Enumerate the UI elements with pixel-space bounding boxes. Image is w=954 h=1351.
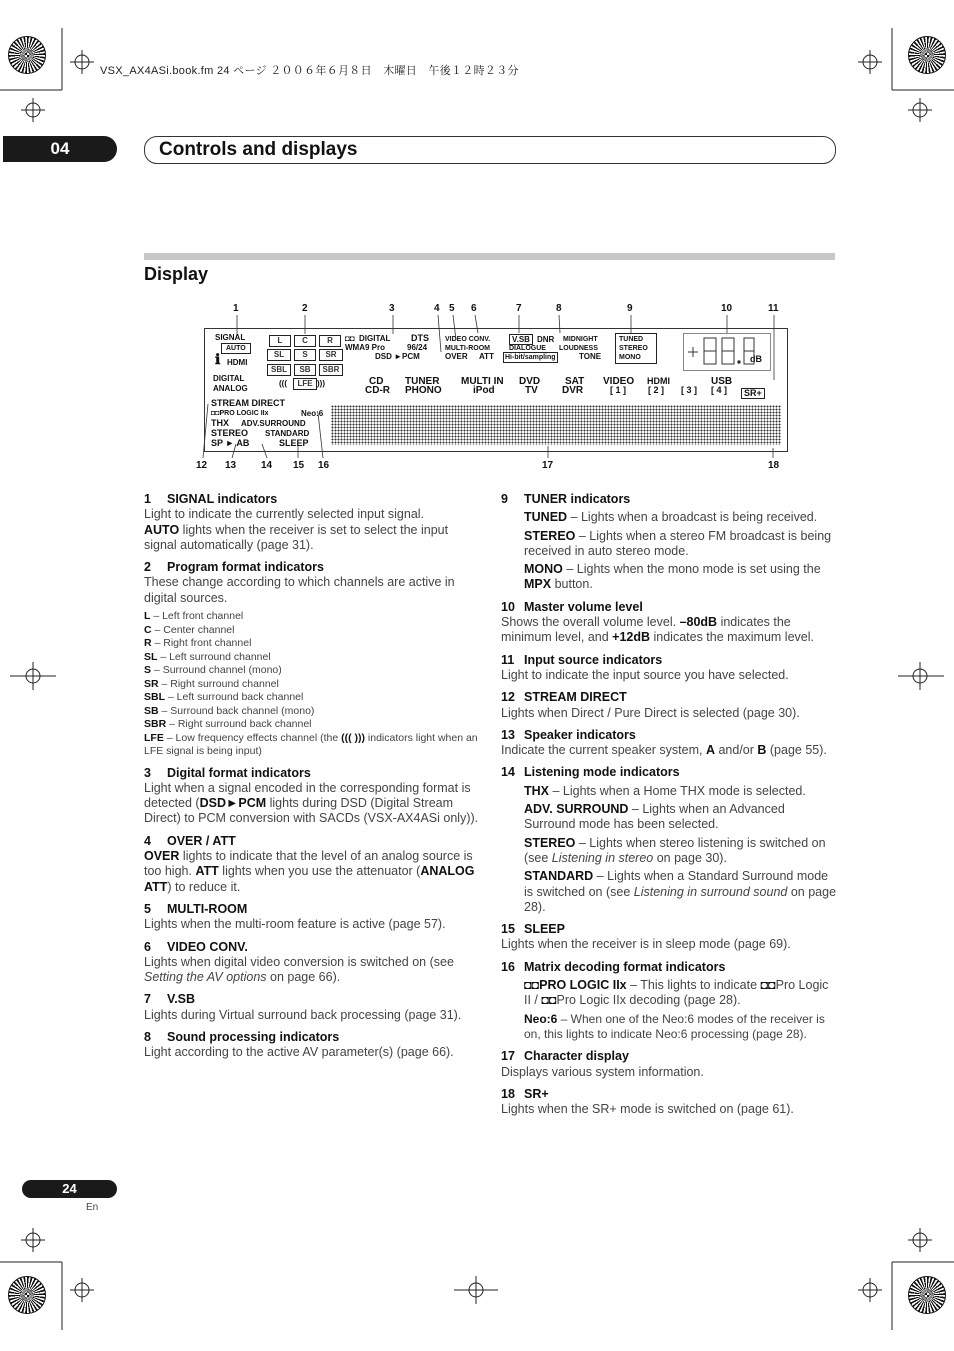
callout-7: 7: [516, 303, 522, 314]
callout-2: 2: [302, 303, 308, 314]
lcd-vsb: V.SB: [509, 334, 533, 345]
src-hdmi-3: [ 3 ]: [681, 385, 698, 395]
lcd-pro-logic: ◘◘PRO LOGIC IIx: [211, 410, 269, 417]
chapter-title: Controls and displays: [159, 139, 358, 160]
dolby-dd-icon: ◘◘: [345, 334, 355, 343]
lcd-channel-sl: SL: [267, 349, 291, 361]
callout-3: 3: [389, 303, 395, 314]
callout-8: 8: [556, 303, 562, 314]
item-heading: 5 MULTI-ROOM: [144, 901, 248, 916]
callout-9: 9: [627, 303, 633, 314]
list-item: C – Center channel: [144, 623, 235, 636]
lcd-stereo-mode: STEREO: [211, 428, 249, 438]
lcd-att: ATT: [479, 352, 494, 361]
callout-11: 11: [768, 303, 779, 314]
item-heading: 15 SLEEP: [501, 922, 565, 937]
dolby-dd-icon: ◘◘: [541, 993, 557, 1008]
lcd-standard: STANDARD: [265, 429, 310, 438]
item-16-neo6: Neo:6 – When one of the Neo:6 modes of the receiver is on, this lights to indicate Neo:6 processing (page 28).: [524, 1011, 825, 1041]
lcd-dialogue: DIALOGUE: [509, 345, 546, 352]
lcd-channel-lfe: LFE: [293, 378, 317, 390]
src-tv: TV: [525, 385, 538, 396]
character-dot-matrix: [331, 405, 781, 445]
section-title: Display: [144, 264, 209, 284]
src-video: VIDEO: [603, 376, 635, 387]
item-heading: 17 Character display: [501, 1049, 629, 1064]
lcd-over: OVER: [445, 352, 468, 361]
item-heading: 8 Sound processing indicators: [144, 1030, 340, 1045]
list-item: S – Surround channel (mono): [144, 664, 282, 677]
file-info: VSX_AX4ASi.book.fm 24 ページ ２００６年６月８日 木曜日 午後１２時２３分: [100, 65, 519, 77]
item-3-text: Light when a signal encoded in the corresponding format is detected (DSD►PCM lights during DSD (Digital Stream Direct) to PCM conversion with SACDs (VSX-AX4ASi only)).: [144, 780, 479, 826]
src-usb: USB: [711, 376, 733, 387]
callout-12: 12: [196, 460, 208, 471]
master-volume-display: [683, 333, 771, 371]
src-dvr: DVR: [562, 385, 584, 396]
page-number: 24: [22, 1180, 117, 1198]
lcd-digital: DIGITAL: [213, 374, 245, 383]
lcd-sp-ab: SP ► AB: [211, 438, 250, 448]
lcd-dts: DTS: [411, 333, 429, 343]
lcd-channel-sbr: SBR: [319, 364, 343, 376]
item-18-text: Lights when the SR+ mode is switched on (page 61).: [501, 1102, 794, 1117]
lfe-wave-right-icon: ))): [317, 379, 325, 388]
item-4-text: OVER lights to indicate that the level of an analog source is too high. ATT lights when you use the attenuator (ANALOG ATT) to reduce it.: [144, 849, 475, 894]
item-heading: 6 VIDEO CONV.: [144, 939, 248, 954]
item-5-text: Lights when the multi-room feature is active (page 57).: [144, 917, 446, 932]
lcd-tuner-stereo: STEREO: [619, 345, 648, 352]
lcd-channel-sr: SR: [319, 349, 343, 361]
callout-10: 10: [721, 303, 733, 314]
left-column: [144, 492, 484, 1061]
lcd-thx: THX: [211, 418, 229, 428]
callout-18: 18: [768, 460, 780, 471]
language-label: En: [86, 1202, 99, 1213]
item-14-thx: THX – Lights when a Home THX mode is selected.: [524, 783, 806, 798]
item-14-standard: STANDARD – Lights when a Standard Surround mode is switched on (see Listening in surround sound on page 28).: [524, 869, 837, 914]
lcd-channel-c: C: [294, 335, 316, 347]
src-cd-r: CD-R: [365, 385, 390, 396]
lcd-hdmi: HDMI: [227, 358, 248, 367]
lcd-hibit: Hi-bit/sampling: [505, 354, 556, 361]
item-14-adv: ADV. SURROUND – Lights when an Advanced Surround mode has been selected.: [524, 802, 785, 832]
item-17-text: Displays various system information.: [501, 1064, 704, 1079]
item-heading: 10 Master volume level: [501, 599, 643, 614]
list-item: SR – Right surround channel: [144, 677, 279, 690]
callout-5: 5: [449, 303, 455, 314]
item-9-stereo: STEREO – Lights when a stereo FM broadcast is being received in auto stereo mode.: [524, 528, 832, 558]
lcd-video-conv: VIDEO CONV.: [445, 336, 491, 343]
item-heading: 1 SIGNAL indicators: [144, 492, 278, 506]
list-item: SBL – Left surround back channel: [144, 691, 304, 704]
item-heading: 2 Program format indicators: [144, 560, 324, 575]
src-cd: CD: [369, 376, 384, 387]
item-16-prologic: ◘◘PRO LOGIC IIx – This lights to indicate ◘◘Pro Logic II / ◘◘Pro Logic IIx decoding (page 28).: [524, 978, 829, 1008]
lcd-tone: TONE: [579, 352, 602, 361]
lcd-adv-surround: ADV.SURROUND: [241, 419, 306, 428]
lfe-wave-left-icon: (((: [279, 379, 287, 388]
list-item: SB – Surround back channel (mono): [144, 704, 315, 717]
src-ipod: iPod: [473, 385, 495, 396]
lcd-db: dB: [750, 354, 762, 364]
lcd-tuner-box: [615, 333, 657, 364]
item-6-text: Lights when digital video conversion is switched on (see Setting the AV options on page 66).: [144, 954, 454, 985]
lcd-panel: [204, 328, 788, 452]
callout-6: 6: [471, 303, 477, 314]
list-item: SL – Left surround channel: [144, 650, 271, 663]
lcd-channel-r: R: [319, 335, 341, 347]
item-heading: 9 TUNER indicators: [501, 492, 631, 506]
src-hdmi: HDMI: [647, 376, 670, 386]
lcd-analog: ANALOG: [213, 384, 248, 393]
lcd-channel-sb: SB: [294, 364, 316, 376]
list-item: L – Left front channel: [144, 610, 244, 623]
dolby-dd-icon: ◘◘: [760, 978, 776, 993]
item-9-tuned: TUNED – Lights when a broadcast is being received.: [524, 510, 818, 525]
lcd-multiroom: MULTI-ROOM: [445, 345, 490, 352]
item-heading: 13 Speaker indicators: [501, 727, 636, 742]
lcd-midnight: MIDNIGHT: [563, 336, 598, 343]
lcd-dnr: DNR: [537, 335, 555, 344]
item-heading: 18 SR+: [501, 1086, 549, 1101]
list-item: LFE – Low frequency effects channel (the ((( ))) indicators light when an LFE signal is being input): [144, 731, 478, 758]
lcd-neo6: Neo:6: [301, 409, 324, 418]
item-15-text: Lights when the receiver is in sleep mode (page 69).: [501, 937, 791, 952]
item-8-text: Light according to the active AV parameter(s) (page 66).: [144, 1045, 454, 1060]
lcd-dts9624: 96/24: [407, 343, 428, 352]
item-heading: 11 Input source indicators: [501, 652, 663, 667]
item-heading: 12 STREAM DIRECT: [501, 690, 627, 705]
item-heading: 3 Digital format indicators: [144, 765, 311, 780]
lfe-wave-icon: ((( ))): [341, 731, 365, 744]
lcd-channel-s: S: [294, 349, 316, 361]
item-11-text: Light to indicate the input source you have selected.: [501, 667, 789, 682]
item-10-text: Shows the overall volume level. –80dB indicates the minimum level, and +12dB indicates the maximum level.: [501, 615, 814, 645]
lcd-dd-digital: DIGITAL: [359, 334, 391, 343]
item-7-text: Lights during Virtual surround back processing (page 31).: [144, 1007, 462, 1022]
seven-segment-digits: [684, 334, 770, 370]
callout-13: 13: [225, 460, 237, 471]
lcd-wma9pro: WMA9 Pro: [345, 343, 385, 352]
item-heading: 7 V.SB: [144, 992, 196, 1007]
callout-17: 17: [542, 460, 554, 471]
lcd-signal: SIGNAL: [215, 333, 246, 342]
callout-1: 1: [233, 303, 239, 314]
item-heading: 14 Listening mode indicators: [501, 765, 680, 780]
src-sat: SAT: [565, 376, 585, 387]
chapter-number-badge: 04: [3, 136, 117, 162]
src-phono: PHONO: [405, 385, 442, 396]
lcd-channel-sbl: SBL: [267, 364, 291, 376]
callout-4: 4: [434, 303, 440, 314]
lcd-stream-direct: STREAM DIRECT: [211, 398, 285, 408]
channel-list: [144, 610, 484, 759]
callout-16: 16: [318, 460, 330, 471]
lcd-mono: MONO: [619, 354, 641, 361]
dolby-pl-icon: ◘◘: [211, 410, 220, 417]
item-2-text: These change according to which channels are active in digital sources.: [144, 575, 455, 605]
item-14-stereo: STEREO – Lights when stereo listening is switched on (see Listening in stereo on page 30).: [524, 835, 826, 865]
list-item: R – Right front channel: [144, 637, 252, 650]
lcd-channel-l: L: [269, 335, 291, 347]
src-multi-in: MULTI IN: [461, 376, 504, 387]
lcd-loudness: LOUDNESS: [559, 345, 598, 352]
item-9-mono: MONO – Lights when the mono mode is set using the MPX button.: [524, 562, 821, 592]
src-tuner: TUNER: [405, 376, 440, 387]
callout-15: 15: [293, 460, 305, 471]
src-video-1: [ 1 ]: [610, 385, 627, 395]
dolby-dd-icon: ◘◘: [524, 978, 540, 993]
item-heading: 16 Matrix decoding format indicators: [501, 959, 726, 974]
lcd-sleep: SLEEP: [279, 438, 309, 448]
item-13-text: Indicate the current speaker system, A and/or B (page 55).: [501, 743, 827, 758]
src-hdmi-2: [ 2 ]: [648, 385, 665, 395]
info-icon: ℹ: [215, 351, 221, 367]
lcd-tuned: TUNED: [619, 336, 644, 343]
right-column: [501, 492, 837, 1117]
item-heading: 4 OVER / ATT: [144, 833, 236, 848]
lcd-dsd-pcm: DSD ►PCM: [375, 352, 420, 361]
callout-14: 14: [261, 460, 273, 471]
src-usb-4: [ 4 ]: [711, 385, 728, 395]
list-item: SBR – Right surround back channel: [144, 718, 312, 731]
item-12-text: Lights when Direct / Pure Direct is selected (page 30).: [501, 705, 800, 720]
lcd-sr-plus: SR+: [741, 388, 765, 399]
lcd-auto: AUTO: [221, 343, 251, 354]
src-dvd: DVD: [519, 376, 541, 387]
item-1-text: Light to indicate the currently selected input signal. AUTO lights when the receiver is set to select the input signal automatically (page 31).: [144, 507, 449, 552]
